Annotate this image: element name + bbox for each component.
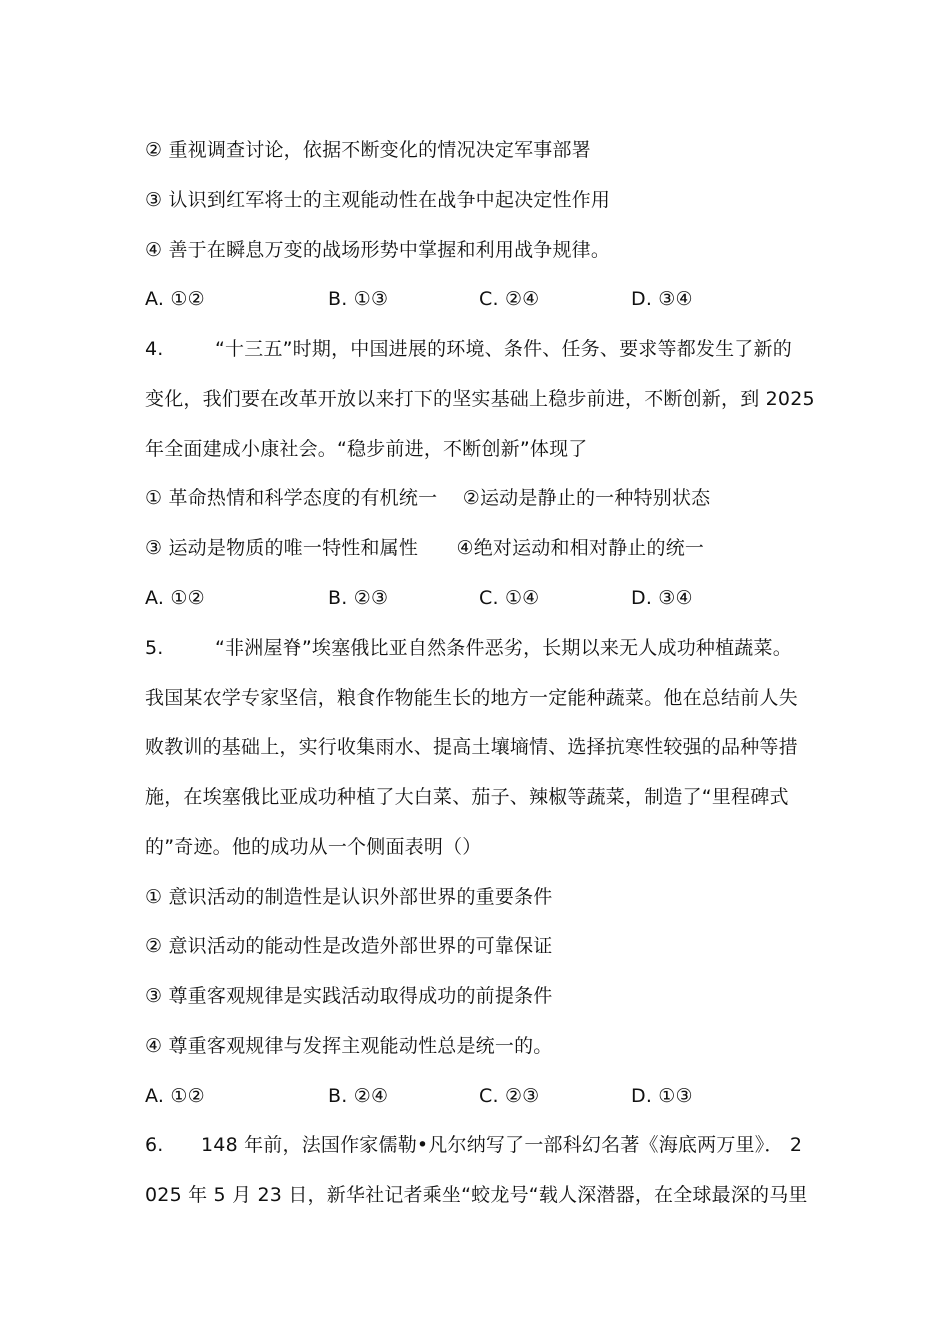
q3-option-b[interactable]: B. ①③ bbox=[328, 288, 389, 310]
q3-options bbox=[145, 285, 845, 313]
q3-item-2: ② 重视调查讨论，依据不断变化的情况决定军事部署 bbox=[145, 139, 591, 161]
q5-item-1: ① 意识活动的制造性是认识外部世界的重要条件 bbox=[145, 886, 553, 908]
q4-items-row-1: ① 革命热情和科学态度的有机统一 ②运动是静止的一种特别状态 bbox=[145, 487, 711, 509]
q5-option-b[interactable]: B. ②④ bbox=[328, 1085, 389, 1107]
q5-stem-3: 败教训的基础上，实行收集雨水、提高土壤墒情、选择抗寒性较强的品种等措 bbox=[145, 736, 798, 758]
q4-stem-2: 变化，我们要在改革开放以来打下的坚实基础上稳步前进，不断创新，到 2025 bbox=[145, 388, 815, 410]
q4-number: 4. bbox=[145, 338, 164, 360]
q5-stem-5: 的”奇迹。他的成功从一个侧面表明（） bbox=[145, 836, 482, 858]
q4-items-row-2: ③ 运动是物质的唯一特性和属性 ④绝对运动和相对静止的统一 bbox=[145, 537, 705, 559]
q5-options bbox=[145, 1082, 845, 1110]
q5-item-4: ④ 尊重客观规律与发挥主观能动性总是统一的。 bbox=[145, 1035, 553, 1057]
q4-option-b[interactable]: B. ②③ bbox=[328, 587, 389, 609]
q3-option-a[interactable]: A. ①② bbox=[145, 288, 205, 310]
q4-option-c[interactable]: C. ①④ bbox=[479, 587, 540, 609]
q5-stem-1: “非洲屋脊”埃塞俄比亚自然条件恶劣，长期以来无人成功种植蔬菜。 bbox=[215, 637, 792, 659]
q3-item-4: ④ 善于在瞬息万变的战场形势中掌握和利用战争规律。 bbox=[145, 239, 611, 261]
q5-stem-4: 施，在埃塞俄比亚成功种植了大白菜、茄子、辣椒等蔬菜，制造了“里程碑式 bbox=[145, 786, 789, 808]
q4-option-a[interactable]: A. ①② bbox=[145, 587, 205, 609]
q5-option-d[interactable]: D. ①③ bbox=[631, 1085, 693, 1107]
q4-option-d[interactable]: D. ③④ bbox=[631, 587, 693, 609]
q5-line-1 bbox=[145, 634, 845, 662]
q4-stem-3: 年全面建成小康社会。“稳步前进，不断创新”体现了 bbox=[145, 438, 588, 460]
q3-item-3: ③ 认识到红军将士的主观能动性在战争中起决定性作用 bbox=[145, 189, 611, 211]
q3-option-d[interactable]: D. ③④ bbox=[631, 288, 693, 310]
q6-line-1 bbox=[145, 1131, 845, 1159]
q5-number: 5. bbox=[145, 637, 164, 659]
q4-stem-1: “十三五”时期，中国进展的环境、条件、任务、要求等都发生了新的 bbox=[215, 338, 792, 360]
q6-stem-1: 148 年前，法国作家儒勒•凡尔纳写了一部科幻名著《海底两万里》． 2 bbox=[201, 1134, 803, 1156]
q3-option-c[interactable]: C. ②④ bbox=[479, 288, 540, 310]
q6-stem-2: 025 年 5 月 23 日，新华社记者乘坐“蛟龙号“载人深潜器，在全球最深的马里 bbox=[145, 1184, 808, 1206]
q5-option-c[interactable]: C. ②③ bbox=[479, 1085, 540, 1107]
q5-stem-2: 我国某农学专家坚信，粮食作物能生长的地方一定能种蔬菜。他在总结前人失 bbox=[145, 687, 798, 709]
q4-line-1 bbox=[145, 335, 845, 363]
q5-item-2: ② 意识活动的能动性是改造外部世界的可靠保证 bbox=[145, 935, 553, 957]
q4-options bbox=[145, 584, 845, 612]
q5-option-a[interactable]: A. ①② bbox=[145, 1085, 205, 1107]
q6-number: 6. bbox=[145, 1134, 164, 1156]
q5-item-3: ③ 尊重客观规律是实践活动取得成功的前提条件 bbox=[145, 985, 553, 1007]
